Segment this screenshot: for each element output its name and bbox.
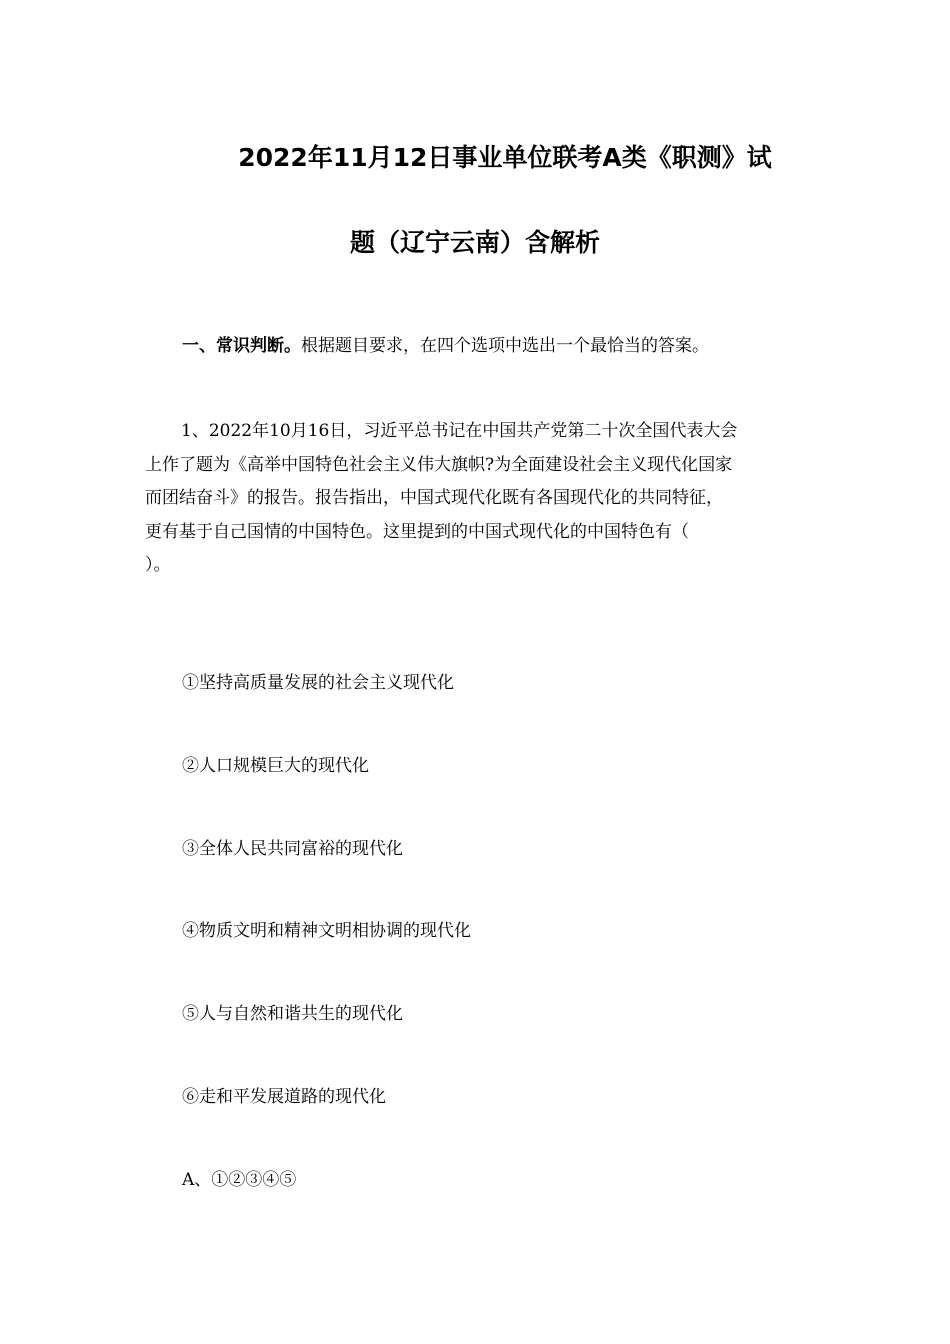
document-title-line-2: 题（辽宁云南）含解析 xyxy=(349,228,600,257)
statement-2: ②人口规模巨大的现代化 xyxy=(182,756,369,776)
question-1-line: 而团结奋斗》的报告。报告指出，中国式现代化既有各国现代化的共同特征， xyxy=(145,488,723,508)
statement-4: ④物质文明和精神文明相协调的现代化 xyxy=(182,921,471,941)
section-heading-instruction: 根据题目要求，在四个选项中选出一个最恰当的答案。 xyxy=(301,336,709,356)
statement-3: ③全体人民共同富裕的现代化 xyxy=(182,839,403,859)
question-1-line: ）。 xyxy=(145,555,171,575)
statement-5: ⑤人与自然和谐共生的现代化 xyxy=(182,1004,403,1024)
section-heading xyxy=(182,334,709,358)
document-title-line-1: 2022年11月12日事业单位联考A类《职测》试 xyxy=(238,143,772,172)
statement-6: ⑥走和平发展道路的现代化 xyxy=(182,1087,386,1107)
statement-1: ①坚持高质量发展的社会主义现代化 xyxy=(182,673,454,693)
question-1-line: 1、2022年10月16日，习近平总书记在中国共产党第二十次全国代表大会 xyxy=(181,421,738,441)
choice-a: A、①②③④⑤ xyxy=(182,1170,297,1190)
question-1-line: 更有基于自己国情的中国特色。这里提到的中国式现代化的中国特色有（ xyxy=(145,521,689,542)
section-heading-label: 一、常识判断。 xyxy=(182,336,301,356)
question-1-stem xyxy=(145,415,810,583)
question-1-line: 上作了题为《高举中国特色社会主义伟大旗帜?为全面建设社会主义现代化国家 xyxy=(145,454,733,475)
